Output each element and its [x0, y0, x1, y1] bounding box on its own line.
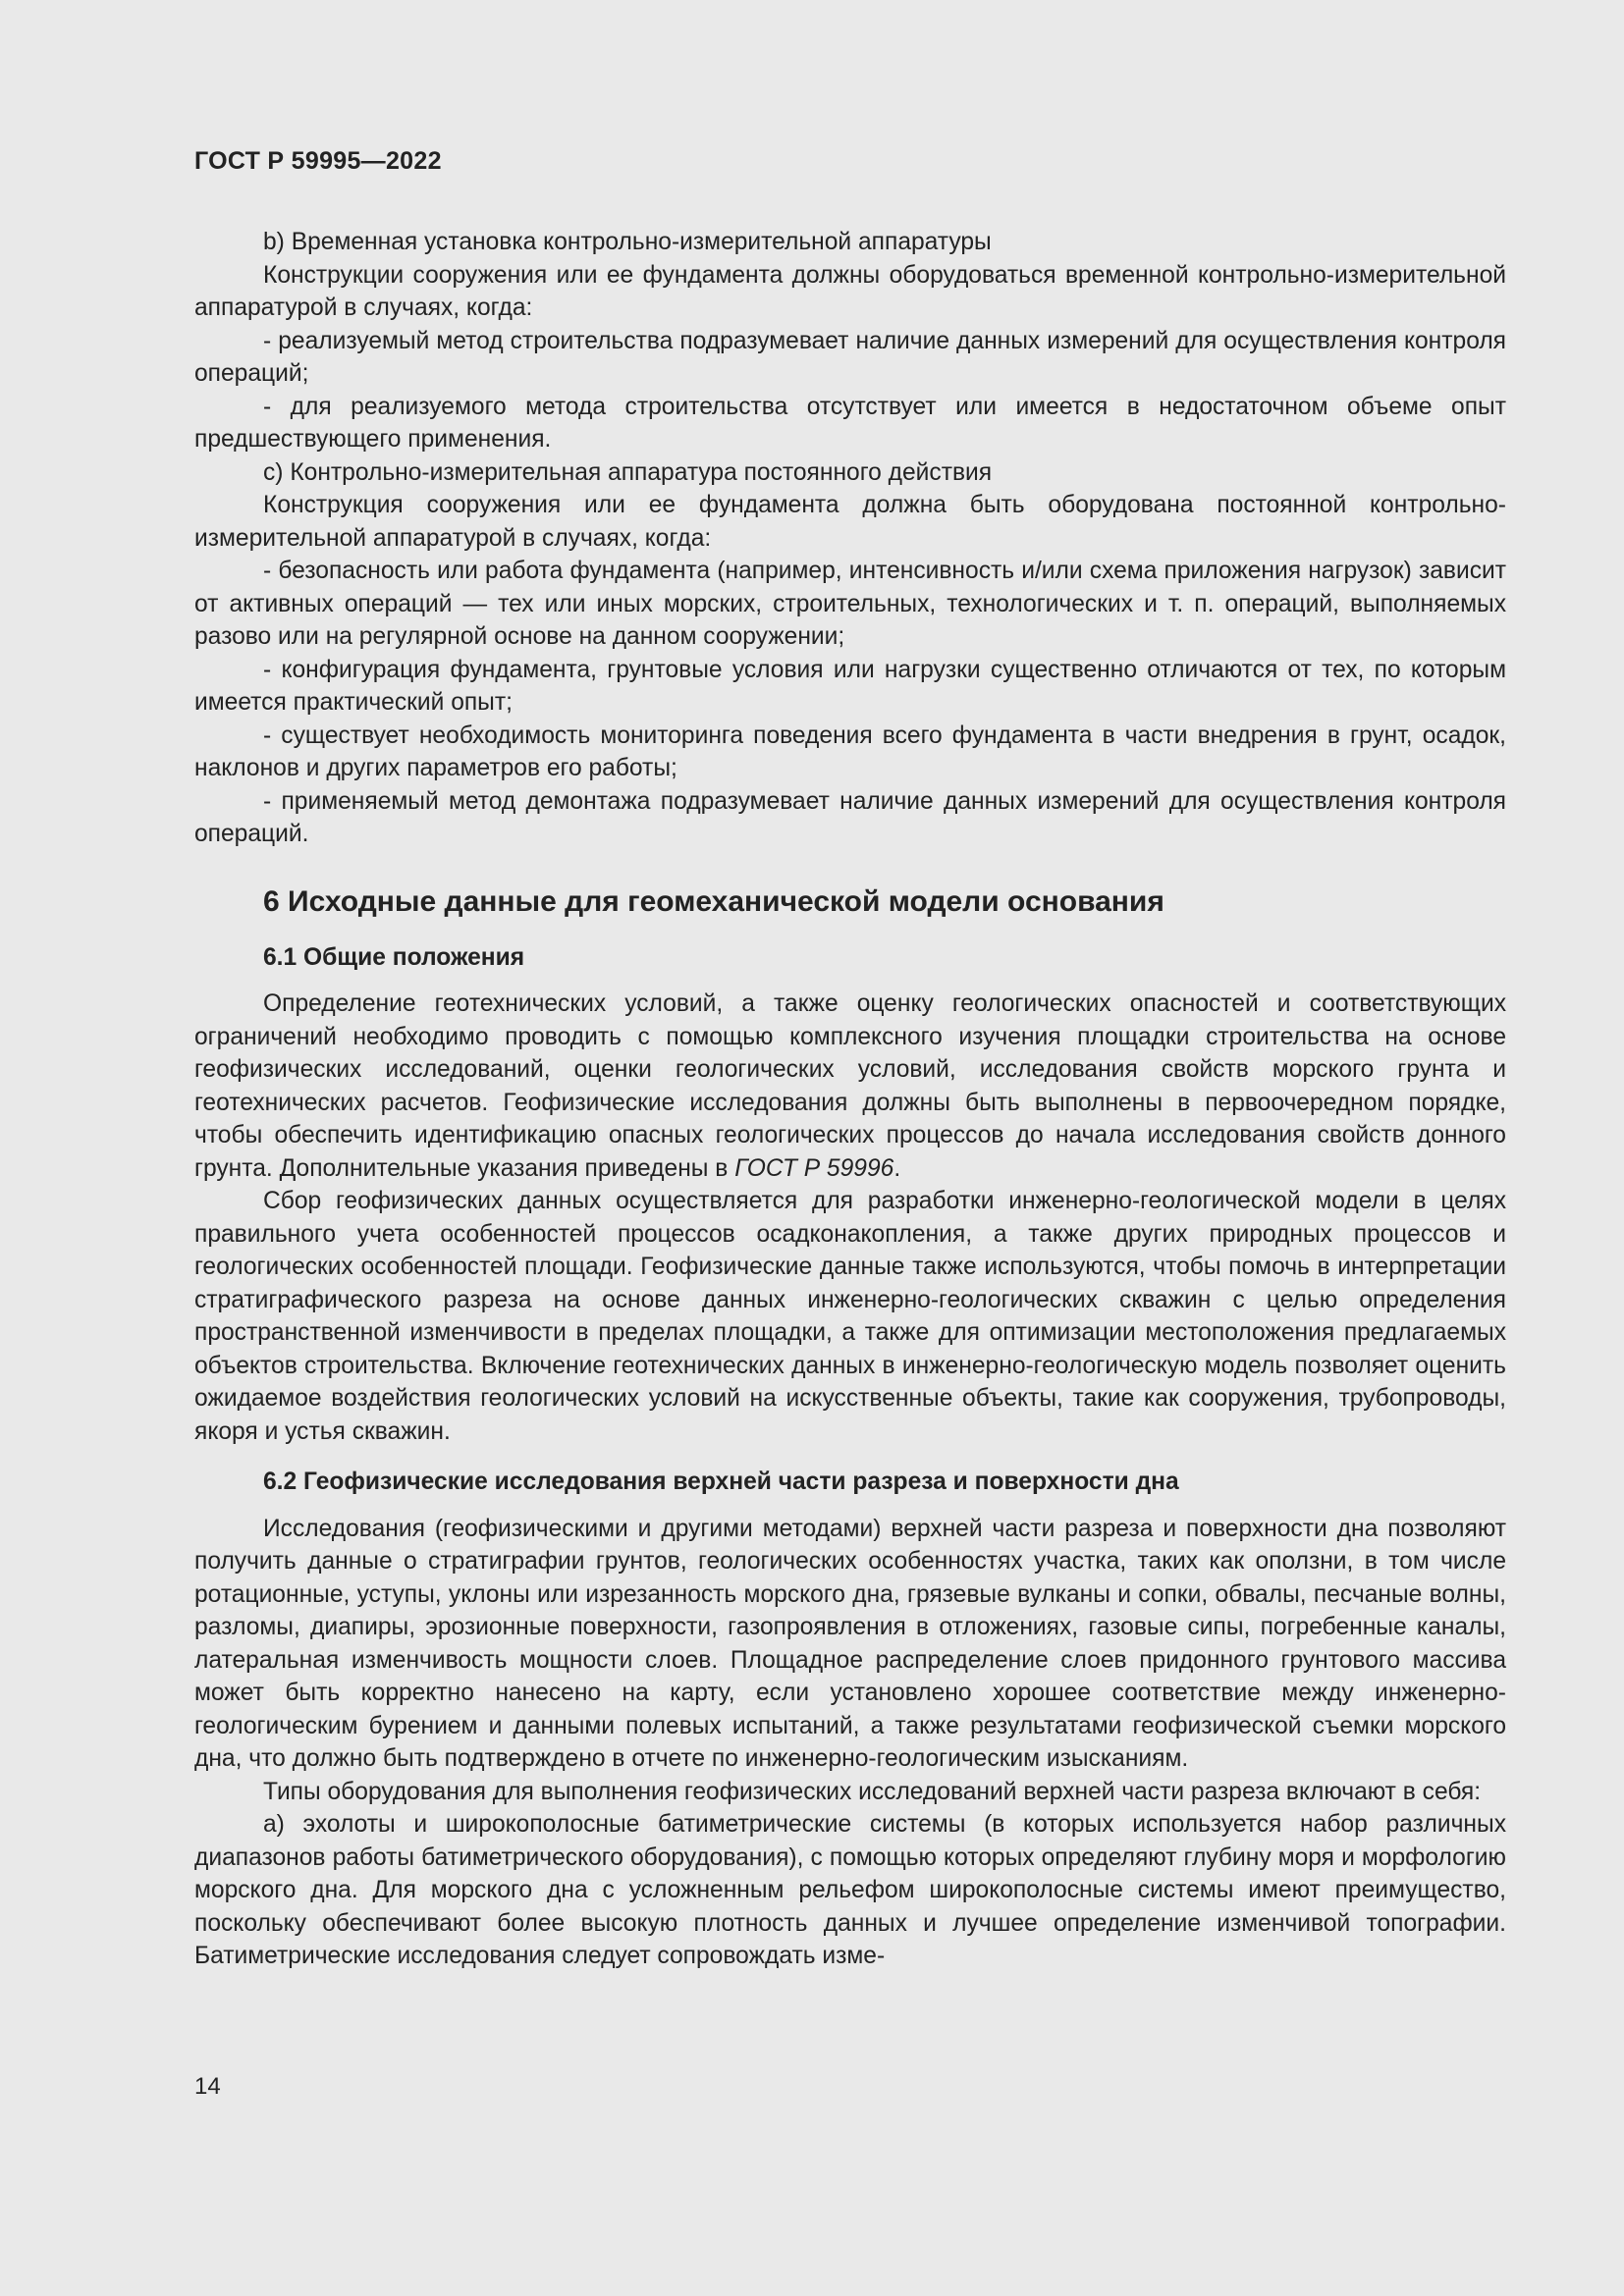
paragraph-6-2-b: Типы оборудования для выполнения геофизических исследований верхней части разреза включают в себя: [263, 1778, 1482, 1805]
section-6-title: 6 Исходные данные для геомеханической модели основания [263, 884, 1164, 918]
paragraph-6-1-a-end: . [893, 1154, 901, 1182]
standard-reference: ГОСТ Р 59996 [734, 1154, 894, 1182]
list-item-6-2-a: a) эхолоты и широкополосные батиметрические системы (в которых используется набор различных диапазонов работы батиметрического оборудования), с помощью которых определяют глубину моря и морфологию морского дна. Для морского дна с усложненным рельефом широкополосные системы имеют преимущество, поскольку обеспечивают более высокую плотность данных и лучшее определение изменчивой топографии. Батиметрические исследования следует сопровождать изме- [194, 1811, 1506, 1969]
list-item-c-title: c) Контрольно-измерительная аппаратура постоянного действия [263, 458, 993, 486]
section-6-2-title: 6.2 Геофизические исследования верхней части разреза и поверхности дна [263, 1468, 1179, 1495]
list-item-b-1: - реализуемый метод строительства подразумевает наличие данных измерений для осуществления контроля операций; [194, 327, 1506, 387]
list-item-c-2: - конфигурация фундамента, грунтовые условия или нагрузки существенно отличаются от тех, по которым имеется практический опыт; [194, 656, 1506, 716]
list-item-b-title: b) Временная установка контрольно-измерительной аппаратуры [263, 229, 992, 255]
document-header: ГОСТ Р 59995—2022 [194, 147, 442, 175]
list-item-c-1: - безопасность или работа фундамента (например, интенсивность и/или схема приложения нагрузок) зависит от активных операций — тех или иных морских, строительных, технологических и т. п. операций, выполняемых разово или на регулярной основе на данном сооружении; [194, 558, 1506, 650]
paragraph-6-1-a-text: Определение геотехнических условий, а также оценку геологических опасностей и соответствующих ограничений необходимо проводить с помощью комплексного изучения площадки строительства на основе геофизических исследований, оценки геологических условий, исследования свойств морского грунта и геотехнических расчетов. Геофизические исследования должны быть выполнены в первоочередном порядке, чтобы обеспечить идентификацию опасных геологических процессов до начала исследования свойств донного грунта. Дополнительные указания приведены в [194, 990, 1506, 1182]
paragraph-6-1-b: Сбор геофизических данных осуществляется для разработки инженерно-геологической модели в целях правильного учета особенностей процессов осадконакопления, а также других природных процессов и геологических особенностей площади. Геофизические данные также используются, чтобы помочь в интерпретации стратиграфического разреза на основе данных инженерно-геологических скважин с целью определения пространственной изменчивости в пределах площадки, а также для оптимизации местоположения предлагаемых объектов строительства. Включение геотехнических данных в инженерно-геологическую модель позволяет оценить ожидаемое воздействия геологических условий на искусственные объекты, такие как сооружения, трубопроводы, якоря и устья скважин. [194, 1188, 1506, 1445]
section-6-1-title: 6.1 Общие положения [263, 943, 525, 971]
document-body [194, 226, 1506, 1973]
paragraph-b-intro: Конструкции сооружения или ее фундамента должны оборудоваться временной контрольно-измерительной аппаратурой в случаях, когда: [194, 261, 1506, 321]
list-item-c-3: - существует необходимость мониторинга поведения всего фундамента в части внедрения в грунт, осадок, наклонов и других параметров его работы; [194, 721, 1506, 781]
list-item-c-4: - применяемый метод демонтажа подразумевает наличие данных измерений для осуществления контроля операций. [194, 787, 1506, 847]
paragraph-6-1-a [194, 988, 1506, 1185]
paragraph-6-2-a: Исследования (геофизическими и другими методами) верхней части разреза и поверхности дна позволяют получить данные о стратиграфии грунтов, геологических особенностях участка, таких как оползни, в том числе ротационные, уступы, уклоны или изрезанность морского дна, грязевые вулканы и сопки, обвалы, песчаные волны, разломы, диапиры, эрозионные поверхности, газопроявления в отложениях, газовые сипы, погребенные каналы, латеральная изменчивость мощности слоев. Площадное распределение слоев придонного грунтового массива может быть корректно нанесено на карту, если установлено хорошее соответствие между инженерно-геологическим бурением и данными полевых испытаний, а также результатами геофизической съемки морского дна, что должно быть подтверждено в отчете по инженерно-геологическим изысканиям. [194, 1515, 1506, 1772]
page-number: 14 [194, 2073, 221, 2100]
document-page [194, 0, 1506, 2296]
paragraph-c-intro: Конструкция сооружения или ее фундамента должна быть оборудована постоянной контрольно-измерительной аппаратурой в случаях, когда: [194, 492, 1506, 552]
list-item-b-2: - для реализуемого метода строительства отсутствует или имеется в недостаточном объеме опыт предшествующего применения. [194, 393, 1506, 453]
